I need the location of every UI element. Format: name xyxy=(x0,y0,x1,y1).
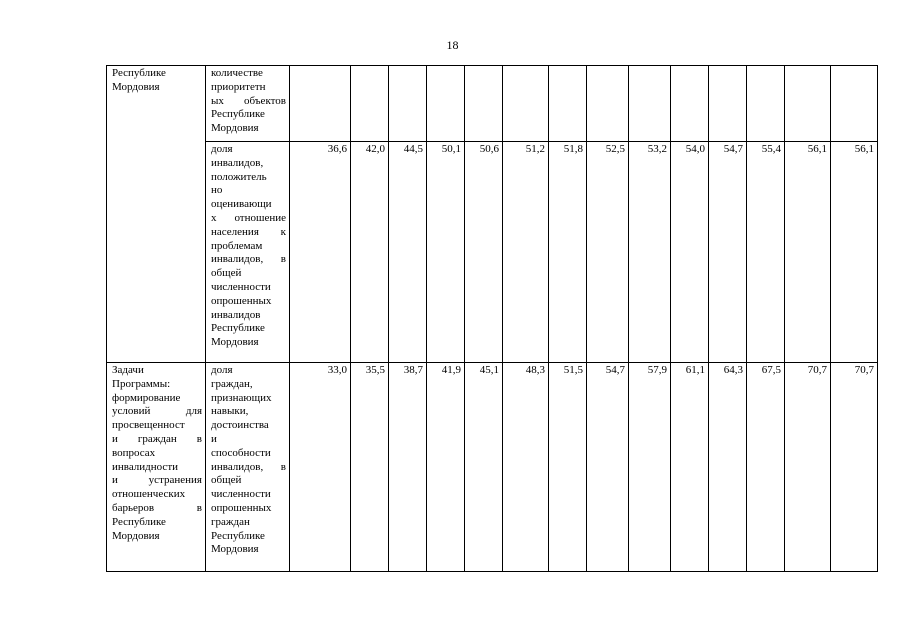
indicator-cell xyxy=(206,142,290,363)
cell-text-line: барьеров в xyxy=(112,501,202,514)
value-cell: 61,1 xyxy=(671,363,709,572)
cell-text-line: Программы: xyxy=(112,377,171,390)
cell-text-line: приоритетн xyxy=(211,80,266,93)
cell-text-line: и граждан в xyxy=(112,432,202,445)
value-cell: 70,7 xyxy=(831,363,878,572)
cell-text-line: формирование xyxy=(112,391,181,404)
value-cell: 56,1 xyxy=(831,142,878,363)
cell-text-line: граждан, xyxy=(211,377,253,390)
cell-text-line: проблемам xyxy=(211,239,263,252)
cell-text-line: но xyxy=(211,184,223,197)
cell-text-line: Задачи xyxy=(112,364,144,376)
cell-text-line: населения к xyxy=(211,225,286,238)
indicators-table xyxy=(106,65,878,572)
value-cell: 53,2 xyxy=(629,142,671,363)
cell-text-line: Республике xyxy=(112,67,166,79)
value-cell: 57,9 xyxy=(629,363,671,572)
value-cell: 54,7 xyxy=(587,363,629,572)
table-row xyxy=(107,66,878,142)
cell-text-line: навыки, xyxy=(211,405,249,418)
value-cell: 54,7 xyxy=(709,142,747,363)
value-cell xyxy=(671,66,709,142)
cell-text-line: х отношение xyxy=(211,211,286,224)
value-cell xyxy=(290,66,351,142)
value-cell: 70,7 xyxy=(785,363,831,572)
cell-text-line: оценивающи xyxy=(211,198,272,211)
value-cell xyxy=(465,66,503,142)
value-cell xyxy=(389,66,427,142)
indicator-cell xyxy=(206,66,290,142)
cell-text-line: граждан xyxy=(211,515,250,528)
value-cell: 51,8 xyxy=(549,142,587,363)
value-cell xyxy=(629,66,671,142)
cell-text-line: Мордовия xyxy=(211,336,259,349)
value-cell: 51,2 xyxy=(503,142,549,363)
value-cell xyxy=(549,66,587,142)
value-cell: 55,4 xyxy=(747,142,785,363)
cell-text-line: численности xyxy=(211,488,271,501)
value-cell: 67,5 xyxy=(747,363,785,572)
cell-text-line: Республике xyxy=(112,515,166,528)
value-cell xyxy=(351,66,389,142)
value-cell: 50,6 xyxy=(465,142,503,363)
cell-text-line: доля xyxy=(211,143,233,155)
cell-text-line: инвалидов, в xyxy=(211,253,286,266)
table-row xyxy=(107,142,878,363)
value-cell: 50,1 xyxy=(427,142,465,363)
cell-text-line: общей xyxy=(211,267,242,280)
value-cell xyxy=(503,66,549,142)
page-number: 18 xyxy=(446,38,459,52)
value-cell xyxy=(747,66,785,142)
cell-text-line: инвалидов, xyxy=(211,156,264,169)
value-cell: 41,9 xyxy=(427,363,465,572)
cell-text-line: инвалидов, в xyxy=(211,460,286,473)
cell-text-line: признающих xyxy=(211,391,272,404)
cell-text-line: опрошенных xyxy=(211,294,272,307)
cell-text-line: ых объектов xyxy=(211,94,286,107)
cell-text-line: способности xyxy=(211,446,271,459)
value-cell xyxy=(785,66,831,142)
value-cell: 48,3 xyxy=(503,363,549,572)
cell-text-line: вопросах xyxy=(112,446,156,459)
value-cell: 54,0 xyxy=(671,142,709,363)
cell-text-line: количестве xyxy=(211,67,263,79)
cell-text-line: численности xyxy=(211,280,271,293)
cell-text-line: Мордовия xyxy=(211,122,259,135)
cell-text-line: Республике xyxy=(211,529,265,542)
cell-text-line: и xyxy=(211,432,217,445)
cell-text-line: общей xyxy=(211,474,242,487)
cell-text-line: достоинства xyxy=(211,419,269,432)
table-body xyxy=(107,66,878,572)
cell-text-line: отношенческих xyxy=(112,488,186,501)
indicator-cell xyxy=(206,363,290,572)
cell-text-line: опрошенных xyxy=(211,501,272,514)
value-cell: 42,0 xyxy=(351,142,389,363)
value-cell: 51,5 xyxy=(549,363,587,572)
cell-text-line: доля xyxy=(211,364,233,376)
cell-text-line: положитель xyxy=(211,170,267,183)
value-cell: 36,6 xyxy=(290,142,351,363)
value-cell xyxy=(587,66,629,142)
cell-text-line: инвалидности xyxy=(112,460,179,473)
value-cell xyxy=(831,66,878,142)
cell-text-line: Республике xyxy=(211,322,265,335)
cell-text-line: условий для xyxy=(112,405,202,418)
cell-text-line: Мордовия xyxy=(112,80,160,93)
value-cell: 52,5 xyxy=(587,142,629,363)
value-cell: 33,0 xyxy=(290,363,351,572)
value-cell: 35,5 xyxy=(351,363,389,572)
table-row xyxy=(107,363,878,572)
cell-text-line: Мордовия xyxy=(112,529,160,542)
cell-text-line: и устранения xyxy=(112,474,202,487)
task-cell xyxy=(107,363,206,572)
cell-text-line: Республике xyxy=(211,108,265,121)
cell-text-line: Мордовия xyxy=(211,543,259,556)
value-cell: 44,5 xyxy=(389,142,427,363)
value-cell xyxy=(709,66,747,142)
value-cell xyxy=(427,66,465,142)
value-cell: 56,1 xyxy=(785,142,831,363)
value-cell: 45,1 xyxy=(465,363,503,572)
value-cell: 38,7 xyxy=(389,363,427,572)
cell-text-line: просвещенност xyxy=(112,419,185,432)
task-cell xyxy=(107,66,206,363)
cell-text-line: инвалидов xyxy=(211,308,261,321)
value-cell: 64,3 xyxy=(709,363,747,572)
